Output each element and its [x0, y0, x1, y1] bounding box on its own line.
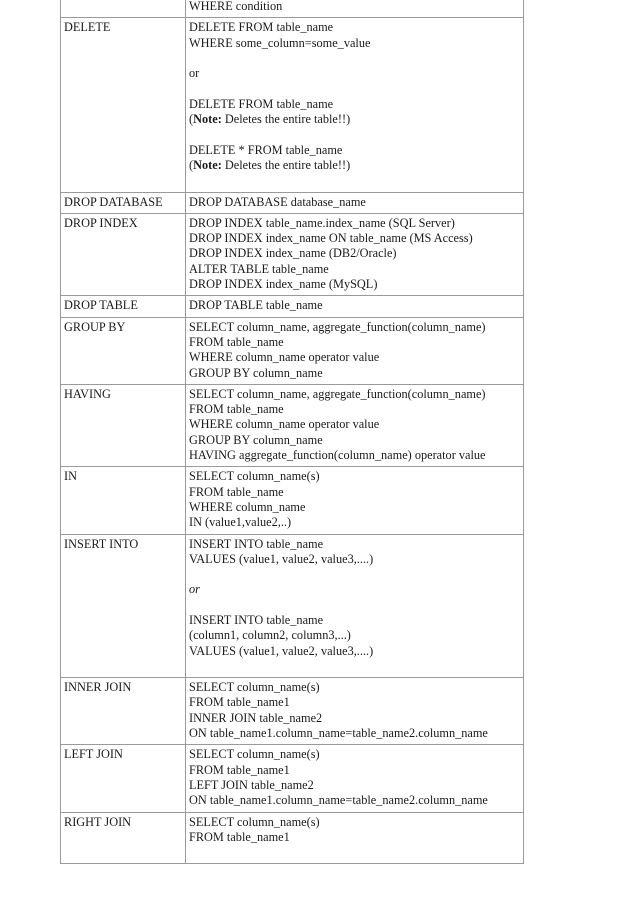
- syntax-cell: [186, 192, 524, 213]
- syntax-line: FROM table_name1: [189, 762, 290, 777]
- syntax-line: INSERT INTO table_name: [189, 536, 324, 551]
- syntax-line: SELECT column_name(s): [189, 747, 320, 762]
- table-row: [61, 296, 524, 317]
- syntax-line: (column1, column2, column3,...): [189, 628, 351, 643]
- syntax-line: SELECT column_name(s): [189, 814, 320, 829]
- keyword-cell: DROP INDEX: [61, 213, 186, 295]
- syntax-line: GROUP BY column_name: [189, 365, 323, 380]
- syntax-cell: [186, 812, 524, 864]
- note-line: [189, 158, 520, 173]
- syntax-line: WHERE column_name operator value: [189, 350, 380, 365]
- table-row: [61, 0, 524, 18]
- note-open: (: [189, 112, 194, 127]
- table-row: [61, 317, 524, 384]
- note-text: Deletes the entire table!!): [221, 112, 351, 127]
- syntax-line: SELECT column_name(s): [189, 469, 320, 484]
- syntax-line: DROP DATABASE database_name: [189, 194, 366, 209]
- table-row: [61, 467, 524, 534]
- syntax-line: GROUP BY column_name: [189, 432, 323, 447]
- table-row: [61, 812, 524, 864]
- keyword-cell: DROP TABLE: [61, 296, 186, 317]
- syntax-line: VALUES (value1, value2, value3,....): [189, 643, 374, 658]
- keyword-cell: RIGHT JOIN: [61, 812, 186, 864]
- syntax-line: FROM table_name: [189, 484, 284, 499]
- syntax-cell: [186, 534, 524, 678]
- syntax-line: FROM table_name: [189, 334, 284, 349]
- syntax-cell: [186, 296, 524, 317]
- syntax-cell: [186, 213, 524, 295]
- keyword-cell: DROP DATABASE: [61, 192, 186, 213]
- syntax-line: DROP INDEX index_name (MySQL): [189, 277, 378, 292]
- table-row: [61, 192, 524, 213]
- syntax-line: ON table_name1.column_name=table_name2.column_name: [189, 726, 488, 741]
- note-open: (: [189, 157, 194, 172]
- syntax-line: DELETE FROM table_name: [189, 96, 334, 111]
- syntax-line: DROP TABLE table_name: [189, 298, 323, 313]
- syntax-cell: [186, 317, 524, 384]
- syntax-line: ALTER TABLE table_name: [189, 261, 329, 276]
- syntax-cell: [186, 0, 524, 18]
- sql-syntax-table: [60, 0, 524, 864]
- syntax-line: ON table_name1.column_name=table_name2.column_name: [189, 793, 488, 808]
- syntax-line: VALUES (value1, value2, value3,....): [189, 551, 374, 566]
- or-separator: or: [189, 66, 200, 81]
- keyword-cell: IN: [61, 467, 186, 534]
- syntax-line: DELETE FROM table_name: [189, 20, 334, 35]
- table-row: [61, 18, 524, 192]
- syntax-line: SELECT column_name(s): [189, 680, 320, 695]
- note-text: Deletes the entire table!!): [221, 157, 351, 172]
- keyword-cell: GROUP BY: [61, 317, 186, 384]
- syntax-line: WHERE some_column=some_value: [189, 35, 371, 50]
- or-separator: or: [189, 582, 200, 597]
- table-row: [61, 384, 524, 466]
- note-label: Note:: [193, 157, 222, 172]
- table-row: [61, 213, 524, 295]
- keyword-cell: INNER JOIN: [61, 678, 186, 745]
- syntax-line: WHERE column_name: [189, 499, 306, 514]
- syntax-line: DROP INDEX index_name (DB2/Oracle): [189, 246, 397, 261]
- syntax-line: SELECT column_name, aggregate_function(column_name): [189, 386, 486, 401]
- syntax-cell: [186, 18, 524, 192]
- table-row: [61, 534, 524, 678]
- syntax-line: FROM table_name: [189, 402, 284, 417]
- syntax-line: FROM table_name1: [189, 695, 290, 710]
- syntax-line: SELECT column_name, aggregate_function(column_name): [189, 319, 486, 334]
- keyword-cell: INSERT INTO: [61, 534, 186, 678]
- syntax-cell: [186, 745, 524, 812]
- syntax-line: DROP INDEX table_name.index_name (SQL Server): [189, 215, 455, 230]
- note-label: Note:: [193, 112, 222, 127]
- syntax-line: WHERE column_name operator value: [189, 417, 380, 432]
- table-row: [61, 678, 524, 745]
- syntax-line: INSERT INTO table_name: [189, 612, 324, 627]
- syntax-line: DELETE * FROM table_name: [189, 142, 343, 157]
- note-line: [189, 112, 520, 127]
- table-row: [61, 745, 524, 812]
- keyword-cell: [61, 0, 186, 18]
- syntax-line: FROM table_name1: [189, 829, 290, 844]
- syntax-line: LEFT JOIN table_name2: [189, 777, 314, 792]
- syntax-line: HAVING aggregate_function(column_name) operator value: [189, 448, 486, 463]
- syntax-line: DROP INDEX index_name ON table_name (MS Access): [189, 231, 473, 246]
- syntax-line: INNER JOIN table_name2: [189, 710, 323, 725]
- syntax-cell: [186, 384, 524, 466]
- keyword-cell: LEFT JOIN: [61, 745, 186, 812]
- syntax-cell: [186, 678, 524, 745]
- keyword-cell: HAVING: [61, 384, 186, 466]
- syntax-line: WHERE condition: [189, 0, 283, 13]
- syntax-cell: [186, 467, 524, 534]
- syntax-line: IN (value1,value2,..): [189, 515, 292, 530]
- keyword-cell: DELETE: [61, 18, 186, 192]
